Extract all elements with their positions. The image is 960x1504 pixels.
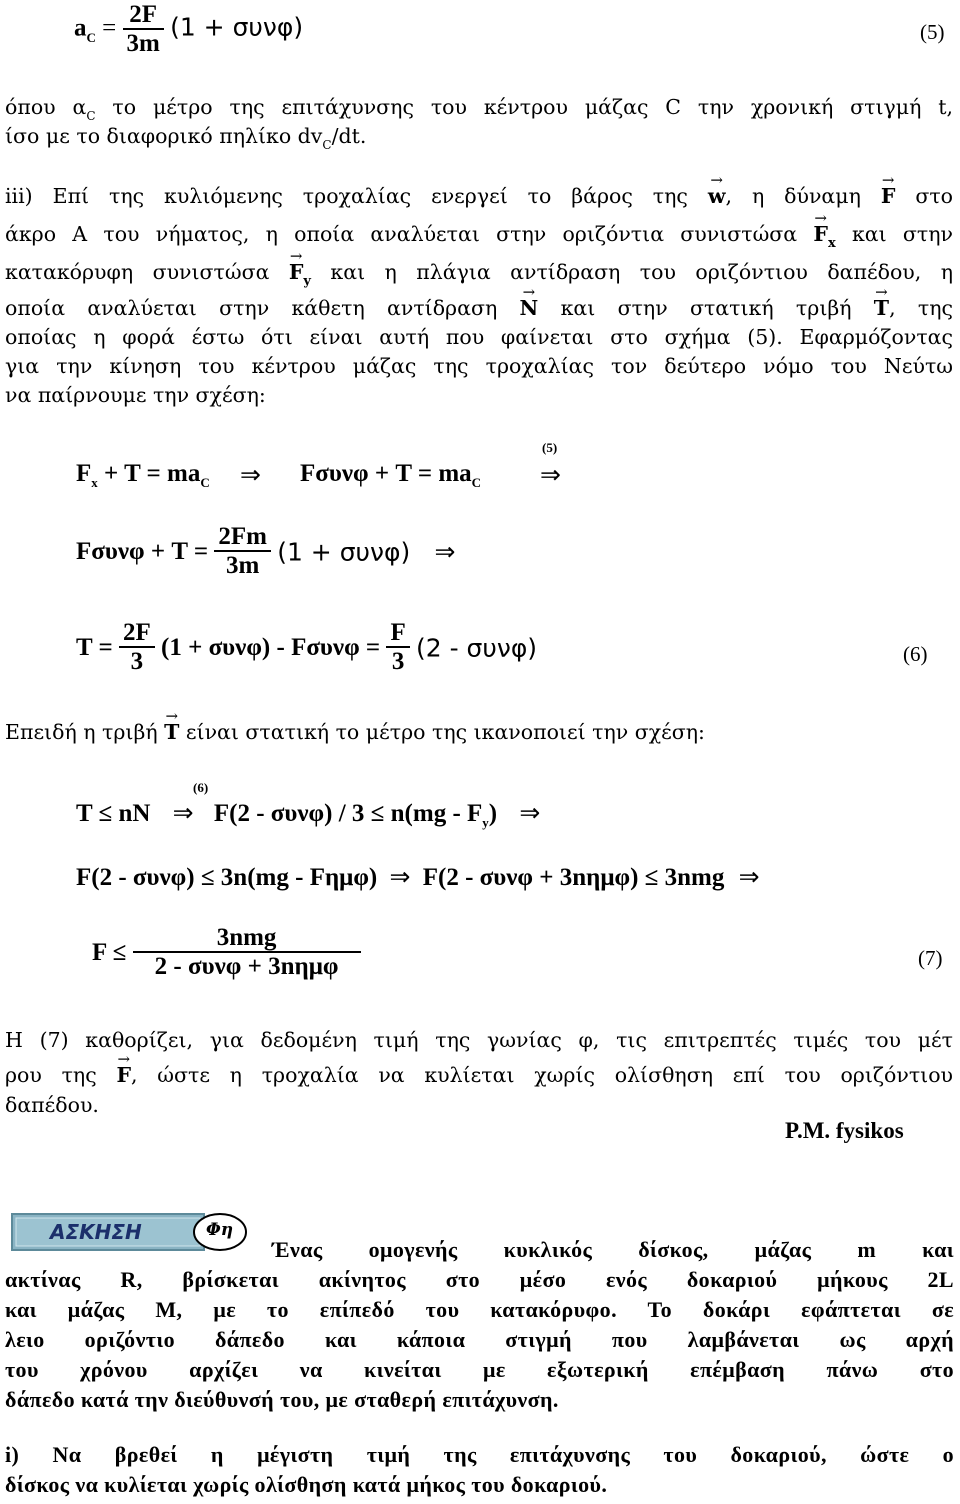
eqD-lhs: T ≤ nN: [76, 800, 151, 827]
paragraph-4-line-1: Η (7) καθορίζει, για δεδομένη τιμή της γωνίας φ, τις επιτρεπτές τιμές του μέτ: [5, 1028, 953, 1052]
vector-T: → T: [874, 296, 889, 320]
eqE-part-2: F(2 - συνφ + 3nημφ) ≤ 3nmg: [422, 864, 725, 891]
eqB-numerator: 2Fm: [214, 524, 271, 552]
exercise-badge-label: ΑΣΚΗΣΗ: [50, 1220, 142, 1244]
eqA-implies-2: ⇒: [540, 462, 561, 489]
vector-F-2: → F: [116, 1063, 131, 1087]
eq5-equals: =: [102, 14, 117, 42]
p2-l4-a: οποία αναλύεται στην κάθετη αντίδραση: [5, 296, 520, 320]
eqA-part-2: + T = ma: [97, 460, 201, 487]
paragraph-4-line-3: δαπέδου.: [5, 1093, 99, 1117]
eqB-implies: ⇒: [434, 538, 456, 566]
eqB-denominator: 3m: [225, 552, 260, 580]
equation-B: [76, 524, 455, 580]
equation-C: [76, 620, 537, 676]
paragraph-2-line-2: [5, 222, 953, 251]
p2-l3-a: κατακόρυφη συνιστώσα: [5, 260, 289, 284]
eqD-implies-2: ⇒: [519, 800, 541, 827]
vector-T-2: → T: [164, 720, 179, 744]
eqA-sub-C: C: [200, 475, 210, 490]
eq5-lhs-sub: C: [86, 29, 96, 45]
eqC-middle: (1 + συνφ) - Fσυνφ =: [161, 633, 381, 661]
exercise-line-5: του χρόνου αρχίζει να κινείται με εξωτερική επέμβαση πάνω στο: [5, 1357, 954, 1382]
p3-a: Επειδή η τριβή: [5, 720, 165, 744]
p2-l4-c: , της: [889, 296, 953, 320]
p2-l3-b: και η πλάγια αντίδραση του οριζόντιου δαπέδου, η: [310, 260, 953, 284]
eqC-fraction-1: [119, 620, 155, 676]
eqB-lhs: Fσυνφ + T =: [76, 537, 209, 565]
p2-l1-b: , η δύναμη: [725, 184, 881, 208]
exercise-line-6: δάπεδο κατά την διεύθυνσή του, με σταθερή επιτάχυνση.: [5, 1387, 559, 1412]
eq5-numerator: 2F: [123, 2, 164, 30]
eqD-rhs: / 3 ≤ n(mg - F: [332, 800, 483, 827]
paragraph-2-line-3: [5, 260, 953, 289]
eqD-paren: (2 - συνφ): [229, 800, 333, 827]
p4-l2-a: ρου της: [5, 1063, 117, 1087]
p1-text-b: το μέτρο της επιτάχυνσης του κέντρου μάζας C την χρονική στιγμή t,: [95, 95, 953, 119]
p2-l2-sub: x: [827, 236, 836, 251]
eqF-numerator: 3nmg: [133, 925, 361, 953]
eqD-sub-y: y: [482, 815, 489, 830]
eqA-sub-x: x: [91, 475, 98, 490]
eq5-fraction: [123, 2, 164, 58]
eqA-sub-C2: C: [471, 475, 482, 490]
p3-b: είναι στατική το μέτρο της ικανοποιεί την σχέση:: [179, 720, 705, 744]
paragraph-2-line-6: για την κίνηση του κέντρου μάζας της τροχαλίας τον δεύτερο νόμο του Νεύτω: [5, 354, 953, 378]
p1-l2-text-a: ίσο με το διαφορικό πηλίκο dv: [5, 124, 323, 148]
eqE-implies: ⇒: [389, 864, 411, 891]
signature: P.M. fysikos: [785, 1118, 904, 1143]
eqF-lhs: F ≤: [92, 938, 127, 966]
exercise-question-line-2: δίσκος να κυλίεται χωρίς ολίσθηση κατά μήκος του δοκαριού.: [5, 1472, 608, 1497]
equation-newton: [76, 460, 210, 488]
eqC-lhs: T =: [76, 633, 113, 661]
eq5-lhs: a: [74, 14, 87, 42]
p2-l2-b: και στην: [835, 222, 953, 246]
eq5-tag: (5): [920, 20, 945, 44]
p2-l1-a: iii) Επί της κυλιόμενης τροχαλίας ενεργεί το βάρος της: [5, 184, 708, 208]
p2-l4-b: και στην στατική τριβή: [538, 296, 874, 320]
eqC-num-1: 2F: [119, 620, 155, 648]
exercise-line-2: ακτίνας R, βρίσκεται ακίνητος στο μέσο ενός δοκαριού μήκους 2L: [5, 1267, 954, 1292]
eqB-fraction: [214, 524, 271, 580]
equation-F: [92, 925, 361, 981]
vector-F: → F: [881, 184, 896, 208]
eqC-fraction-2: [386, 620, 409, 676]
paragraph-2-line-1: [5, 184, 953, 208]
eqC-paren: (2 - συνφ): [415, 633, 538, 663]
eqA-implies-1: ⇒: [240, 462, 261, 489]
exercise-badge-tag: Φη: [206, 1220, 234, 1240]
paragraph-3: [5, 720, 705, 744]
eqC-tag: (6): [903, 642, 928, 666]
p2-l2-a: άκρο Α του νήματος, η οποία αναλύεται στην οριζόντια συνιστώσα: [5, 222, 814, 246]
exercise-question-line-1: i) Να βρεθεί η μέγιστη τιμή της επιτάχυνσης του δοκαριού, ώστε ο: [5, 1442, 954, 1467]
equation-5: [74, 2, 303, 58]
eqF-denominator: 2 - συνφ + 3nημφ: [154, 953, 339, 981]
eq5-denominator: 3m: [126, 30, 160, 58]
eqD-close: ): [488, 800, 498, 827]
paragraph-2-line-4: [5, 296, 953, 320]
eqC-den-2: 3: [391, 648, 405, 676]
eqD-ref-tag: (6): [193, 780, 209, 795]
p1-l2-text-b: /dt.: [331, 124, 367, 148]
paragraph-1-line-2: [5, 124, 367, 152]
eqD-F: F: [213, 800, 230, 827]
exercise-line-3: και μάζας Μ, με το επίπεδό του κατακόρυφο. Το δοκάρι εφάπτεται σε: [5, 1297, 954, 1322]
eqA-second: [300, 460, 481, 488]
eq5-paren: (1 + συνφ): [170, 12, 304, 42]
eqF-fraction: [133, 925, 361, 981]
paragraph-1-line-1: [5, 95, 953, 123]
vector-w: → w: [708, 184, 726, 208]
eqC-den-1: 3: [130, 648, 144, 676]
eqA-part-3: Fσυνφ + T = ma: [300, 460, 472, 487]
exercise-line-1: Ένας ομογενής κυκλικός δίσκος, μάζας m και: [272, 1237, 954, 1262]
eqE-part-1: F(2 - συνφ) ≤ 3n(mg - Fημφ): [76, 864, 378, 891]
eqA-ref-tag: (5): [542, 440, 558, 455]
equation-D: [76, 798, 540, 828]
eqD-implies: ⇒: [172, 800, 194, 827]
paragraph-2-line-7: να παίρνουμε την σχέση:: [5, 383, 266, 407]
eqA-F: F: [76, 460, 92, 487]
eqC-num-2: F: [386, 620, 409, 648]
p4-l2-b: , ώστε η τροχαλία να κυλίεται χωρίς ολίσθηση επί του οριζόντιου: [131, 1063, 953, 1087]
paragraph-4-line-2: [5, 1063, 953, 1087]
paragraph-2-line-5: οποίας η φορά έστω ότι είναι αυτή που φαίνεται στο σχήμα (5). Εφαρμόζοντας: [5, 325, 953, 349]
p1-text-a: όπου α: [5, 95, 87, 119]
exercise-badge: [10, 1210, 250, 1256]
vector-Fy: → F: [289, 260, 304, 284]
p2-l3-sub: y: [303, 274, 311, 289]
p1-sub: C: [86, 109, 96, 123]
eqB-paren: (1 + συνφ): [277, 537, 411, 567]
equation-E: [76, 862, 760, 892]
eqF-tag: (7): [918, 946, 943, 970]
eqE-implies-2: ⇒: [738, 864, 760, 891]
p2-l1-c: στο: [895, 184, 954, 208]
vector-Fx: → F: [813, 222, 828, 246]
vector-N: → N: [520, 296, 539, 320]
p1-l2-sub: C: [322, 138, 332, 152]
exercise-line-4: λειο οριζόντιο δάπεδο και κάποια στιγμή που λαμβάνεται ως αρχή: [5, 1327, 954, 1352]
